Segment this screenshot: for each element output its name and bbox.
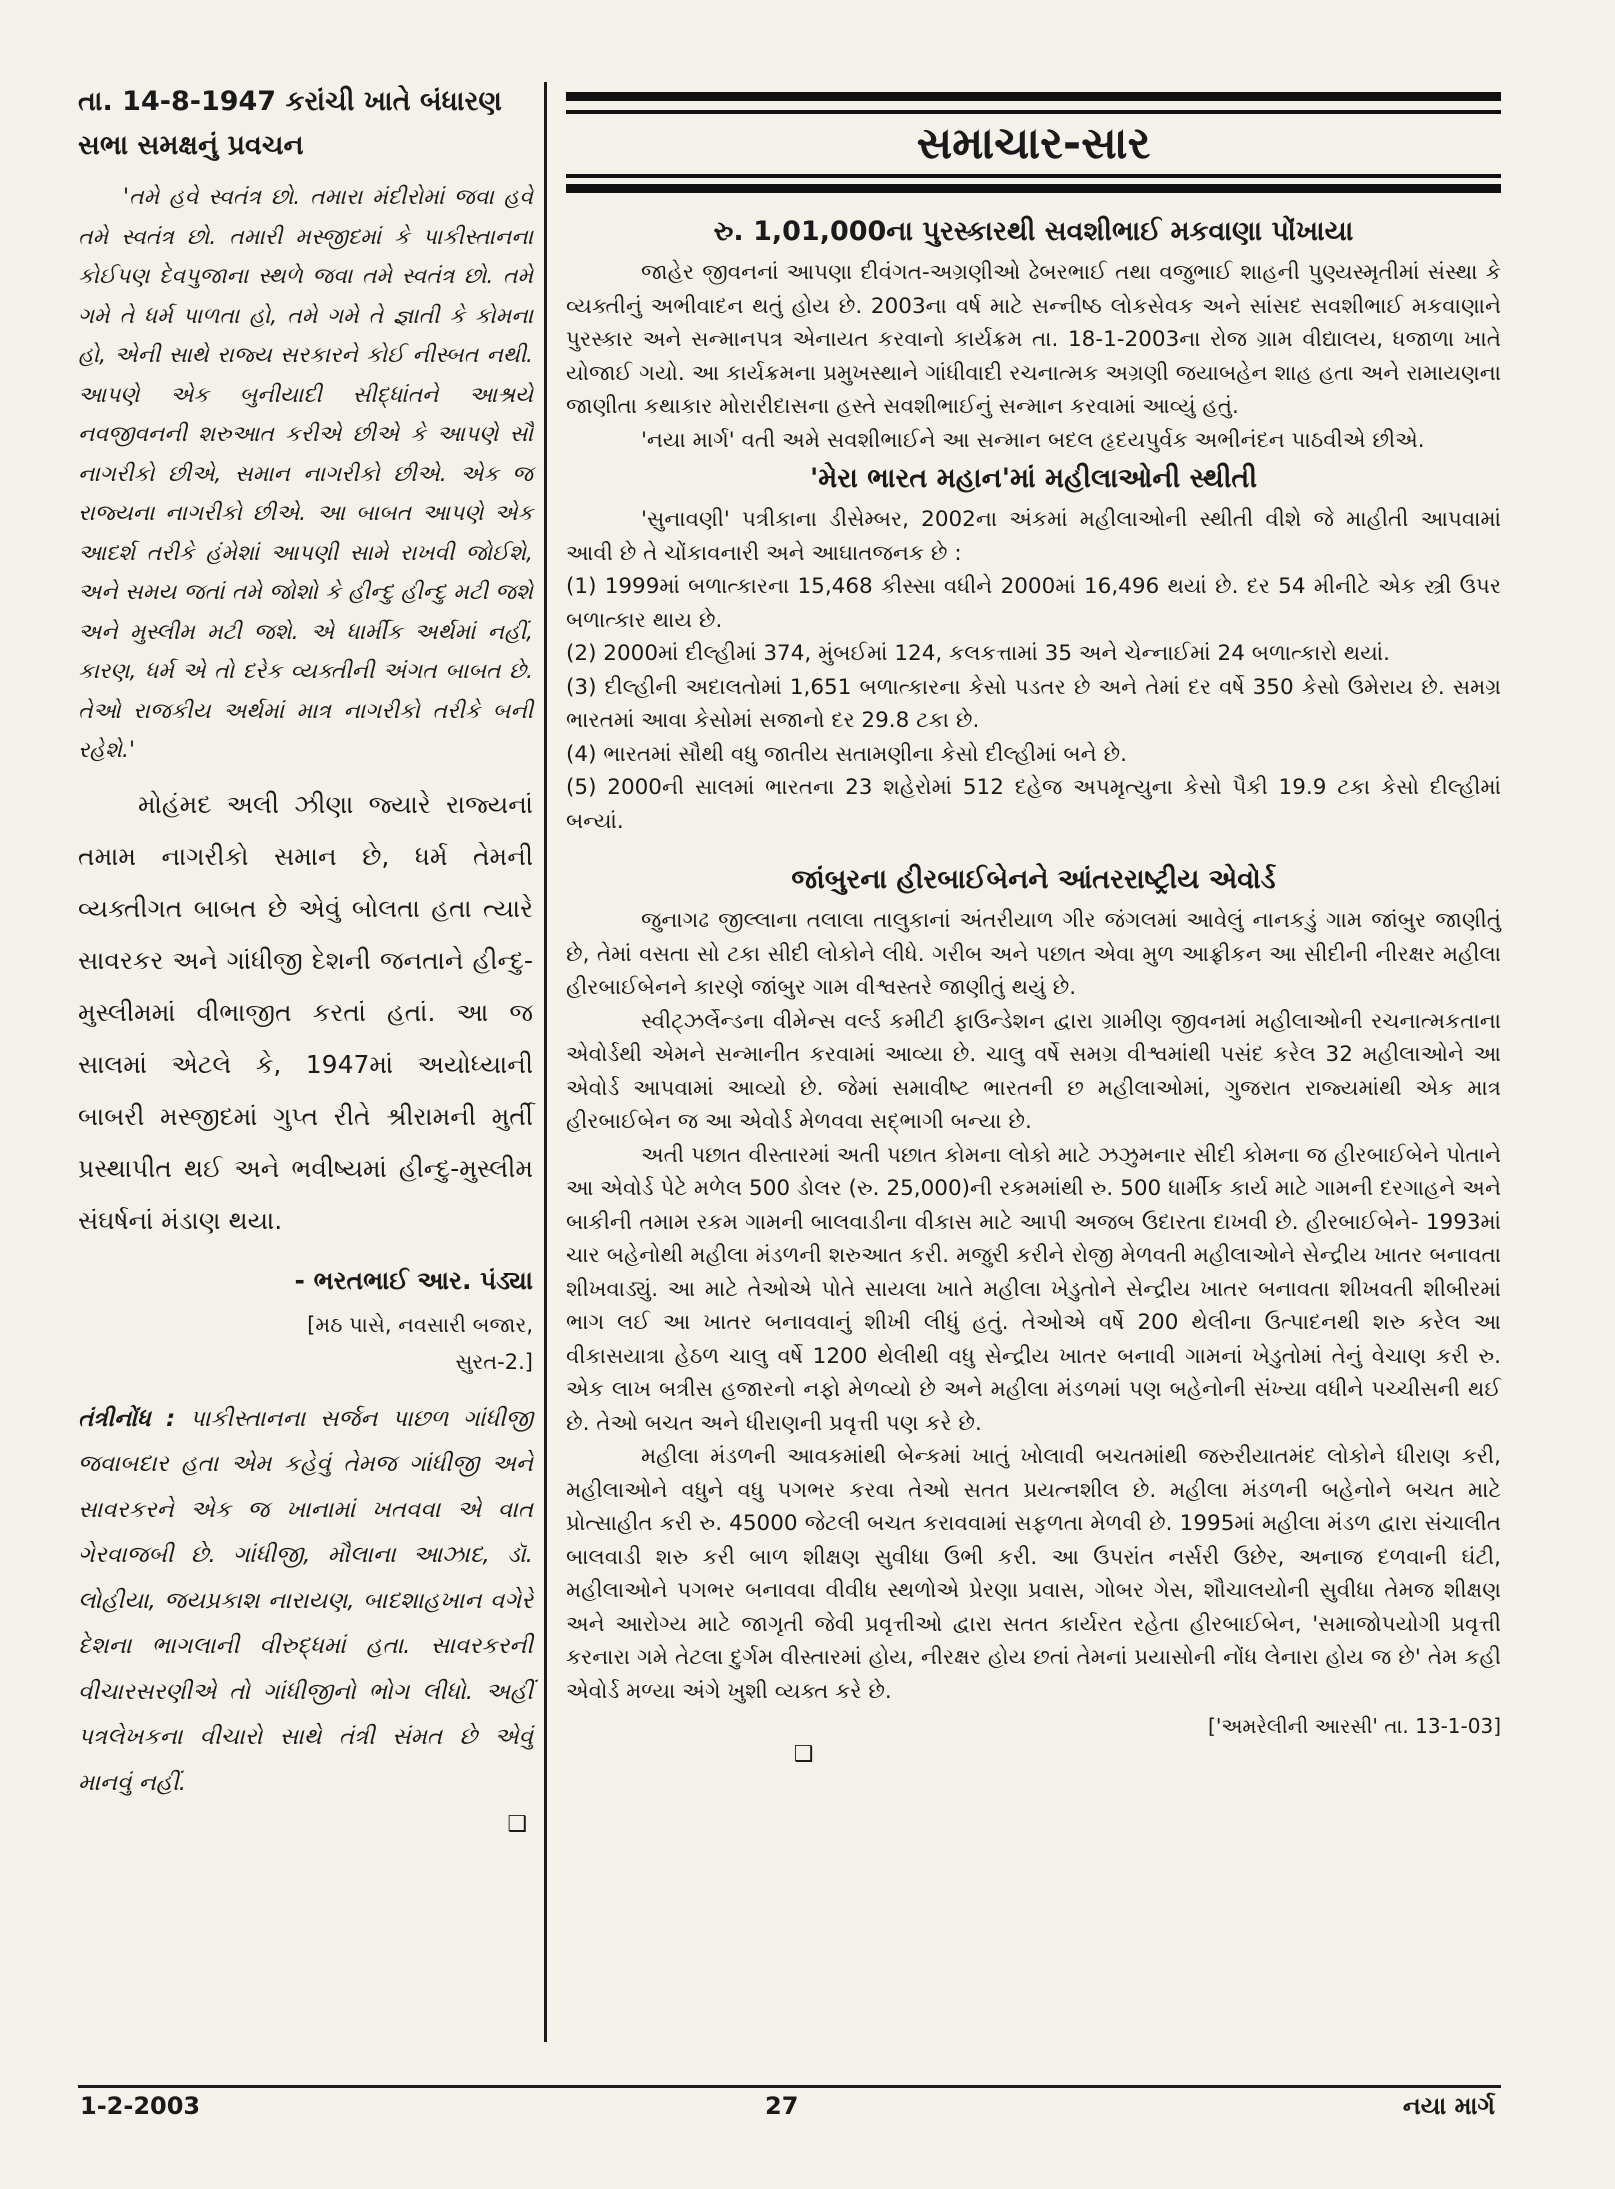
left-article-paragraph: મોહંમદ અલી ઝીણા જ્યારે રાજ્યનાં તમામ નાગરીકો સમાન છે, ધર્મ તેમની વ્યક્તીગત બાબત છે એવું બોલતા હતા ત્યારે સાવરકર અને ગાંધીજી દેશની જનતાને હીન્દુ-મુસ્લીમમાં વીભાજીત કરતાં હતાં. આ જ સાલમાં એટલે કે, 1947માં અયોધ્યાની બાબરી મસ્જીદમાં ગુપ્ત રીતે શ્રીરામની મુર્તી પ્રસ્થાપીત થઈ અને ભવીષ્યમાં હીન્દુ-મુસ્લીમ સંઘર્ષનાં મંડાણ થયા. <box>78 789 533 1235</box>
editor-note <box>78 1397 533 1807</box>
footer-rule <box>78 2085 1501 2088</box>
editor-note-label: તંત્રીનોંધ : <box>78 1405 176 1432</box>
article3-source-credit: ['અમરેલીની આરસી' તા. 13-1-03] <box>1208 1714 1501 1738</box>
article1-paragraph1: જાહેર જીવનનાં આપણા દીવંગત-અગ્રણીઓ ઢેબરભાઈ તથા વજુભાઈ શાહની પુણ્યસ્મૃતીમાં સંસ્થા કે વ્યક્તીનું અભીવાદન થતું હોય છે. 2003ના વર્ષ માટે સન્નીષ્ઠ લોકસેવક અને સાંસદ સવશીભાઈ મકવાણાને પુરસ્કાર અને સન્માનપત્ર એનાયત કરવાનો કાર્યક્રમ તા. 18-1-2003ના રોજ ગ્રામ વીદ્યાલય, ધજાળા ખાતે યોજાઈ ગયો. આ કાર્યક્રમના પ્રમુખસ્થાને ગાંધીવાદી રચનાત્મક અગ્રણી જયાબહેન શાહ હતા અને રામાયણના જાણીતા કથાકાર મોરારીદાસના હસ્તે સવશીભાઈનું સન્માન કરવામાં આવ્યું હતું. <box>566 260 1501 419</box>
page-number: 27 <box>765 2092 799 2120</box>
article2-item-2: (2) 2000માં દીલ્હીમાં 374, મુંબઈમાં 124, કલકત્તામાં 35 અને ચેન્નાઈમાં 24 બળાત્કારો થયાં. <box>566 641 1390 666</box>
left-column <box>78 80 533 1837</box>
article3-paragraph3: અતી પછાત વીસ્તારમાં અતી પછાત કોમના લોકો માટે ઝઝુમનાર સીદી કોમના જ હીરબાઈબેને પોતાને આ એવોર્ડ પેટે મળેલ 500 ડોલર (રુ. 25,000)ની રકમમાંથી રુ. 500 ધાર્મીક કાર્ય માટે ગામની દરગાહને અને બાકીની તમામ રકમ ગામની બાલવાડીના વીકાસ માટે આપી અજબ ઉદારતા દાખવી છે. હીરબાઈબેને- 1993માં ચાર બહેનોથી મહીલા મંડળની શરુઆત કરી. મજુરી કરીને રોજી મેળવતી મહીલાઓને સેન્દ્રીય ખાતર બનાવતા શીખવાડ્યું. આ માટે તેઓએ પોતે સાયલા ખાતે મહીલા ખેડુતોને સેન્દ્રીય ખાતર બનાવતા શીખવતી શીબીરમાં ભાગ લઈ આ ખાતર બનાવવાનું શીખી લીધું હતું. તેઓએ વર્ષે 200 થેલીના ઉત્પાદનથી શરુ કરેલ આ વીકાસયાત્રા હેઠળ ચાલુ વર્ષે 1200 થેલીથી વધુ સેન્દ્રીય ખાતર બનાવી ગામનાં ખેડુતોમાં તેનું વેચાણ કરી રુ. એક લાખ બત્રીસ હજારનો નફો મેળવ્યો છે અને મહીલા મંડળમાં પણ બહેનોની સંખ્યા વધીને પચ્ચીસની થઈ છે. તેઓ બચત અને ધીરાણની પ્રવૃત્તી પણ કરે છે. <box>566 1142 1501 1436</box>
jinnah-quote: 'તમે હવે સ્વતંત્ર છો. તમારા મંદીરોમાં જવા હવે તમે સ્વતંત્ર છો. તમારી મસ્જીદમાં કે પાકીસ્તાનના કોઈપણ દેવપુજાના સ્થળે જવા તમે સ્વતંત્ર છો. તમે ગમે તે ધર્મ પાળતા હો, તમે ગમે તે જ્ઞાતી કે કોમના હો, એની સાથે રાજ્ય સરકારને કોઈ નીસ્બત નથી. આપણે એક બુનીયાદી સીદ્ધાંતને આશ્રયે નવજીવનની શરુઆત કરીએ છીએ કે આપણે સૌ નાગરીકો છીએ, સમાન નાગરીકો છીએ. એક જ રાજ્યના નાગરીકો છીએ. આ બાબત આપણે એક આદર્શ તરીકે હંમેશાં આપણી સામે રાખવી જોઈશે, અને સમય જતાં તમે જોશો કે હીન્દુ હીન્દુ મટી જશે અને મુસ્લીમ મટી જશે. એ ધાર્મીક અર્થમાં નહીં, કારણ, ધર્મ એ તો દરેક વ્યક્તીની અંગત બાબત છે. તેઓ રાજકીય અર્થમાં માત્ર નાગરીકો તરીકે બની રહેશે.' <box>78 185 533 763</box>
article2-item-3: (3) દીલ્હીની અદાલતોમાં 1,651 બળાત્કારના કેસો પડતર છે અને તેમાં દર વર્ષે 350 કેસો ઉમેરાય છે. સમગ્ર ભારતમાં આવા કેસોમાં સજાનો દર 29.8 ટકા છે. <box>566 674 1501 733</box>
article2-item-1: (1) 1999માં બળાત્કારના 15,468 કીસ્સા વધીને 2000માં 16,496 થયાં છે. દર 54 મીનીટે એક સ્ત્રી ઉપર બળાત્કાર થાય છે. <box>566 574 1501 633</box>
right-column <box>566 86 1501 1767</box>
banner-rule-top-thin <box>566 110 1501 114</box>
article2-item-4: (4) ભારતમાં સૌથી વધુ જાતીય સતામણીના કેસો દીલ્હીમાં બને છે. <box>566 741 1127 767</box>
article3-paragraph2: સ્વીટ્ઝર્લેન્ડના વીમેન્સ વર્લ્ડ કમીટી ફાઉન્ડેશન દ્વારા ગ્રામીણ જીવનમાં મહીલાઓની રચનાત્મકતાના એવોર્ડથી એમને સન્માનીત કરવામાં આવ્યા છે. ચાલુ વર્ષે સમગ્ર વીશ્વમાંથી પસંદ કરેલ 32 મહીલાઓને આ એવોર્ડ આપવામાં આવ્યો છે. જેમાં સમાવીષ્ટ ભારતની છ મહીલાઓમાં, ગુજરાત રાજ્યમાંથી એક માત્ર હીરબાઈબેન જ આ એવોર્ડ મેળવવા સદ્ભાગી બન્યા છે. <box>566 1008 1501 1134</box>
section-title: સમાચાર-સાર <box>916 118 1151 169</box>
column-divider <box>544 82 547 2042</box>
article3-paragraph1: જુનાગઢ જીલ્લાના તલાલા તાલુકાનાં અંતરીયાળ ગીર જંગલમાં આવેલું નાનકડું ગામ જાંબુર જાણીતું છે, તેમાં વસતા સો ટકા સીદી લોકોને લીધે. ગરીબ અને પછાત એવા મુળ આફ્રીકન આ સીદીની નીરક્ષર મહીલા હીરબાઈબેનને કારણે જાંબુર ગામ વીશ્વસ્તરે જાણીતું થયું છે. <box>566 908 1501 1000</box>
banner-rule-top <box>566 92 1501 101</box>
article1-paragraph2: 'નયા માર્ગ' વતી અમે સવશીભાઈને આ સન્માન બદલ હૃદયપુર્વક અભીનંદન પાઠવીએ છીએ. <box>641 427 1425 453</box>
end-of-article-box-icon: ❑ <box>507 1812 527 1837</box>
banner-rule-bottom <box>566 184 1501 193</box>
author-signature: - ભરતભાઈ આર. પંડ્યા <box>294 1265 533 1295</box>
end-of-section-box-icon: ❑ <box>793 1742 814 1767</box>
article-award-savshibhai <box>566 212 1501 457</box>
article-women-status <box>566 459 1501 838</box>
article-hirbaiben-award <box>566 860 1501 1767</box>
article2-item-5: (5) 2000ની સાલમાં ભારતના 23 શહેરોમાં 512 દહેજ અપમૃત્યુના કેસો પૈકી 19.9 ટકા કેસો દીલ્હીમાં બન્યાં. <box>566 775 1501 834</box>
publication-name: નયા માર્ગ <box>1402 2092 1495 2120</box>
article3-headline: જાંબુરના હીરબાઈબેનને આંતરરાષ્ટ્રીય એવોર્ડ <box>791 864 1276 895</box>
left-article-title: તા. 14-8-1947 કરાંચી ખાતે બંધારણ સભા સમક્ષનું પ્રવચન <box>78 86 502 161</box>
footer-date: 1-2-2003 <box>80 2092 201 2120</box>
article2-headline: 'મેરા ભારત મહાન'માં મહીલાઓની સ્થીતી <box>809 463 1258 494</box>
article1-headline: રુ. 1,01,000ના પુરસ્કારથી સવશીભાઈ મકવાણા પોંખાયા <box>713 216 1354 247</box>
editor-note-text: પાકીસ્તાનના સર્જન પાછળ ગાંધીજી જવાબદાર હતા એમ કહેવું તેમજ ગાંધીજી અને સાવરકરને એક જ ખાનામાં ખતવવા એ વાત ગેરવાજબી છે. ગાંધીજી, મૌલાના આઝાદ, ડૉ. લોહીયા, જયપ્રકાશ નારાયણ, બાદશાહખાન વગેરે દેશના ભાગલાની વીરુદ્ધમાં હતા. સાવરકરની વીચારસરણીએ તો ગાંધીજીનો ભોગ લીધો. અહીં પત્રલેખકના વીચારો સાથે તંત્રી સંમત છે એવું માનવું નહીં. <box>78 1405 533 1796</box>
author-address-line1: [મઠ પાસે, નવસારી બજાર, <box>307 1312 533 1337</box>
author-address-line2: સુરત-2.] <box>455 1349 533 1374</box>
banner-rule-bottom-thin <box>566 174 1501 178</box>
article3-paragraph4: મહીલા મંડળની આવકમાંથી બેન્કમાં ખાતું ખોલાવી બચતમાંથી જરુરીયાતમંદ લોકોને ધીરાણ કરી, મહીલાઓને વધુને વધુ પગભર કરવા તેઓ સતત પ્રયત્નશીલ છે. મહીલા મંડળની બહેનોને બચત માટે પ્રોત્સાહીત કરી રુ. 45000 જેટલી બચત કરાવવામાં સફળતા મેળવી છે. 1995માં મહીલા મંડળ દ્વારા સંચાલીત બાલવાડી શરુ કરી બાળ શીક્ષણ સુવીધા ઉભી કરી. આ ઉપરાંત નર્સરી ઉછેર, અનાજ દળવાની ઘંટી, મહીલાઓને પગભર બનાવવા વીવીધ સ્થળોએ પ્રેરણા પ્રવાસ, ગોબર ગેસ, શૌચાલયોની સુવીધા તેમજ શીક્ષણ અને આરોગ્ય માટે જાગૃતી જેવી પ્રવૃત્તીઓ દ્વારા સતત કાર્યરત રહેતા હીરબાઈબેન, 'સમાજોપયોગી પ્રવૃત્તી કરનારા ગમે તેટલા દુર્ગમ વીસ્તારમાં હોય, નીરક્ષર હોય છતાં તેમનાં પ્રયાસોની નોંધ લેનારા હોય જ છે' તેમ કહી એવોર્ડ મળ્યા અંગે ખુશી વ્યક્ત કરે છે. <box>566 1444 1501 1704</box>
section-banner <box>566 86 1501 186</box>
article2-intro: 'સુનાવણી' પત્રીકાના ડીસેમ્બર, 2002ના અંકમાં મહીલાઓની સ્થીતી વીશે જે માહીતી આપવામાં આવી છે તે ચોંકાવનારી અને આઘાતજનક છે : <box>566 507 1501 566</box>
